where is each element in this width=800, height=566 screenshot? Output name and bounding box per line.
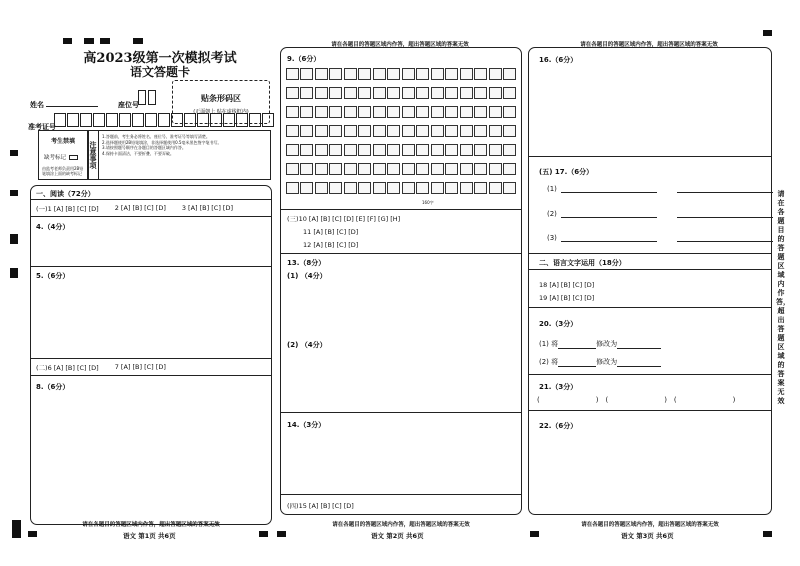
grid-cell[interactable]: [344, 182, 357, 194]
grid-cell[interactable]: [474, 68, 487, 80]
grid-cell[interactable]: [431, 144, 444, 156]
q4-answer-area[interactable]: [31, 219, 271, 264]
grid-cell[interactable]: [373, 68, 386, 80]
grid-cell[interactable]: [344, 87, 357, 99]
q17-item-label: (3): [547, 234, 557, 242]
page3-bottom-notice: 请在各题目的答题区域内作答，超出答题区域的答案无效: [581, 522, 719, 528]
grid-cell[interactable]: [387, 68, 400, 80]
grid-cell[interactable]: [315, 87, 328, 99]
q20-item-2[interactable]: [539, 357, 661, 367]
grid-cell[interactable]: [373, 125, 386, 137]
grid-cell[interactable]: [416, 68, 429, 80]
q17-item-1[interactable]: [547, 185, 773, 193]
notice-label: 注意事项: [89, 131, 99, 179]
q9-label: 9.（6分）: [287, 55, 321, 63]
part1-mc-row: [36, 204, 233, 213]
timing-mark: [84, 38, 94, 44]
grid-cell[interactable]: [387, 144, 400, 156]
grid-cell[interactable]: [416, 144, 429, 156]
grid-cell[interactable]: [402, 144, 415, 156]
timing-mark: [277, 531, 286, 537]
exam-no-label: 准考证号: [28, 123, 56, 131]
absent-label: 缺考标记: [44, 155, 67, 161]
grid-cell[interactable]: [489, 182, 502, 194]
grid-cell[interactable]: [503, 182, 516, 194]
grid-cell[interactable]: [329, 106, 342, 118]
grid-cell[interactable]: [445, 163, 458, 175]
grid-cell[interactable]: [402, 87, 415, 99]
grid-cell[interactable]: [286, 106, 299, 118]
grid-cell[interactable]: [300, 163, 313, 175]
q5-answer-area[interactable]: [31, 268, 271, 356]
candidate-title: 考生禁填: [50, 138, 75, 145]
grid-cell[interactable]: [503, 163, 516, 175]
grid-cell[interactable]: [358, 106, 371, 118]
grid-cell[interactable]: [300, 182, 313, 194]
timing-mark: [12, 520, 21, 538]
grid-cell[interactable]: [286, 87, 299, 99]
q13-1-label: (1) （4分）: [287, 272, 327, 280]
q17-item-2[interactable]: [547, 210, 773, 218]
timing-mark: [28, 531, 37, 537]
grid-cell[interactable]: [373, 106, 386, 118]
page3-answer-panel: [528, 47, 772, 515]
timing-mark: [530, 531, 539, 537]
q20-item-mid: 修改为: [596, 340, 618, 348]
q21-brackets[interactable]: ( ) ( ) ( ): [537, 396, 736, 404]
page2-top-notice: 请在各题目的答题区域内作答，超出答题区域的答案无效: [331, 42, 469, 48]
grid-cell[interactable]: [358, 68, 371, 80]
grid-cell[interactable]: [286, 68, 299, 80]
grid-cell[interactable]: [387, 182, 400, 194]
notice-box: [88, 130, 271, 180]
barcode-note: (正面朝上 贴在虚线框内): [193, 109, 249, 115]
q13-1-answer-area[interactable]: [281, 280, 521, 335]
mc-q11[interactable]: 11 [A] [B] [C] [D]: [303, 228, 359, 236]
grid-cell[interactable]: [445, 68, 458, 80]
q20-item-1[interactable]: [539, 339, 661, 349]
q9-writing-grid[interactable]: [286, 68, 516, 194]
grid-cell[interactable]: [329, 68, 342, 80]
grid-cell[interactable]: [445, 144, 458, 156]
absent-checkbox[interactable]: [69, 155, 78, 160]
q20-item-mid: 修改为: [596, 358, 618, 366]
grid-cell[interactable]: [416, 87, 429, 99]
page1-bottom-notice: 请在各题目的答题区域内作答，超出答题区域的答案无效: [82, 522, 220, 528]
grid-cell[interactable]: [416, 182, 429, 194]
q8-label: 8.（6分）: [36, 383, 70, 391]
q20-label: 20.（3分）: [539, 320, 578, 328]
grid-cell[interactable]: [300, 68, 313, 80]
grid-cell[interactable]: [460, 125, 473, 137]
section2-title: 二、语言文字运用（18分）: [539, 259, 626, 267]
grid-cell[interactable]: [489, 163, 502, 175]
q16-label: 16.（6分）: [539, 56, 578, 64]
timing-mark: [63, 38, 72, 44]
seat-box-1[interactable]: [138, 90, 146, 105]
q20-item-label: (2) 将: [539, 358, 559, 366]
grid-cell[interactable]: [344, 68, 357, 80]
q20-item-label: (1) 将: [539, 340, 559, 348]
grid-cell[interactable]: [431, 182, 444, 194]
q22-answer-area[interactable]: [529, 432, 771, 512]
grid-cell[interactable]: [358, 87, 371, 99]
grid-cell[interactable]: [358, 125, 371, 137]
grid-cell[interactable]: [445, 106, 458, 118]
grid-cell[interactable]: [300, 87, 313, 99]
mc-q19[interactable]: 19 [A] [B] [C] [D]: [539, 294, 595, 302]
mc-q3[interactable]: 3 [A] [B] [C] [D]: [181, 204, 233, 212]
timing-mark: [10, 234, 18, 244]
q22-label: 22.（6分）: [539, 422, 578, 430]
grid-cell[interactable]: [387, 106, 400, 118]
part2-mc-row: [36, 363, 166, 372]
grid-cell[interactable]: [489, 125, 502, 137]
grid-cell[interactable]: [387, 163, 400, 175]
grid-cell[interactable]: [474, 106, 487, 118]
grid-cell[interactable]: [489, 87, 502, 99]
timing-mark: [10, 190, 18, 196]
mc-q1[interactable]: 1 [A] [B] [C] [D]: [47, 205, 99, 213]
grid-cell[interactable]: [358, 144, 371, 156]
grid-cell[interactable]: [489, 68, 502, 80]
q13-2-label: (2) （4分）: [287, 341, 327, 349]
grid-cell[interactable]: [460, 182, 473, 194]
page2-answer-panel: [280, 47, 522, 515]
seat-box-2[interactable]: [148, 90, 156, 105]
q8-answer-area[interactable]: [31, 377, 271, 517]
q13-2-answer-area[interactable]: [281, 350, 521, 410]
grid-cell[interactable]: [445, 87, 458, 99]
grid-cell[interactable]: [431, 125, 444, 137]
q17-item-3[interactable]: [547, 234, 773, 242]
notice-line: 4.保持卡面清洁，不要折叠、不要弄破。: [102, 150, 174, 156]
grid-cell[interactable]: [431, 87, 444, 99]
grid-cell[interactable]: [431, 106, 444, 118]
grid-cell[interactable]: [474, 144, 487, 156]
grid-cell[interactable]: [344, 163, 357, 175]
grid-cell[interactable]: [474, 87, 487, 99]
grid-cell[interactable]: [489, 144, 502, 156]
grid-cell[interactable]: [315, 106, 328, 118]
q16-answer-area[interactable]: [529, 66, 771, 154]
mc-q2[interactable]: 2 [A] [B] [C] [D]: [114, 204, 166, 212]
grid-cell[interactable]: [402, 163, 415, 175]
timing-mark: [259, 531, 268, 537]
page2-bottom-notice: 请在各题目的答题区域内作答，超出答题区域的答案无效: [332, 522, 470, 528]
side-notice: 请在各题目的答题区域内作答，超出答题区域的答案无效: [776, 190, 790, 405]
grid-cell[interactable]: [402, 125, 415, 137]
grid-cell[interactable]: [315, 182, 328, 194]
grid-cell[interactable]: [344, 125, 357, 137]
page3-top-notice: 请在各题目的答题区域内作答，超出答题区域的答案无效: [580, 42, 718, 48]
q13-label: 13.（8分）: [287, 259, 326, 267]
grid-cell[interactable]: [286, 144, 299, 156]
notice-line: 3.请按照题号顺序在各题目的答题区域内作答。: [102, 145, 186, 150]
grid-cell[interactable]: [474, 125, 487, 137]
grid-cell[interactable]: [358, 163, 371, 175]
grid-cell[interactable]: [503, 68, 516, 80]
grid-cell[interactable]: [373, 163, 386, 175]
grid-cell[interactable]: [329, 182, 342, 194]
barcode-area: [172, 80, 270, 124]
grid-cell[interactable]: [503, 106, 516, 118]
exam-title: 高2023级第一次模拟考试: [83, 51, 237, 66]
grid-cell[interactable]: [373, 87, 386, 99]
grid-cell[interactable]: [387, 125, 400, 137]
name-field[interactable]: [46, 98, 98, 107]
q14-label: 14.（3分）: [287, 421, 326, 429]
grid-cell[interactable]: [402, 182, 415, 194]
grid-cell[interactable]: [300, 125, 313, 137]
timing-mark: [10, 150, 18, 156]
candidate-box: [38, 130, 88, 180]
page3-footer: 语文 第3页 共6页: [621, 532, 674, 540]
q4-label: 4.（4分）: [36, 223, 70, 231]
grid-cell[interactable]: [315, 144, 328, 156]
grid-count-mark: 160字: [422, 200, 434, 205]
timing-mark: [763, 531, 772, 537]
grid-cell[interactable]: [315, 68, 328, 80]
grid-cell[interactable]: [373, 182, 386, 194]
grid-cell[interactable]: [416, 163, 429, 175]
grid-cell[interactable]: [329, 144, 342, 156]
timing-mark: [100, 38, 110, 44]
name-label: 姓名: [30, 101, 44, 109]
grid-cell[interactable]: [329, 125, 342, 137]
part1-label: (一): [36, 205, 48, 213]
grid-cell[interactable]: [416, 106, 429, 118]
absent-hint: 由监考老师负责用2B铅笔填涂上面的缺考标记: [42, 166, 84, 176]
notice-line: 2.选择题使用2B铅笔填涂，非选择题使用0.5毫米黑色签字笔书写。: [102, 139, 222, 145]
grid-cell[interactable]: [329, 87, 342, 99]
grid-cell[interactable]: [329, 163, 342, 175]
timing-mark: [10, 268, 18, 278]
q21-label: 21.（3分）: [539, 383, 578, 391]
grid-cell[interactable]: [431, 68, 444, 80]
grid-cell[interactable]: [358, 182, 371, 194]
mc-q7[interactable]: 7 [A] [B] [C] [D]: [114, 363, 166, 371]
grid-cell[interactable]: [286, 163, 299, 175]
page1-answer-panel: [30, 185, 272, 525]
grid-cell[interactable]: [315, 163, 328, 175]
grid-cell[interactable]: [474, 182, 487, 194]
page2-footer: 语文 第2页 共6页: [371, 532, 424, 540]
section1-title: 一、阅读（72分）: [36, 190, 95, 198]
q17-item-label: (1): [547, 185, 557, 193]
grid-cell[interactable]: [431, 163, 444, 175]
grid-cell[interactable]: [300, 106, 313, 118]
grid-cell[interactable]: [315, 125, 328, 137]
timing-mark: [763, 30, 772, 36]
grid-cell[interactable]: [460, 68, 473, 80]
grid-cell[interactable]: [286, 182, 299, 194]
mc-q10[interactable]: (三)10 [A] [B] [C] [D] [E] [F] [G] [H]: [287, 215, 401, 223]
grid-cell[interactable]: [344, 106, 357, 118]
grid-cell[interactable]: [387, 87, 400, 99]
grid-cell[interactable]: [445, 125, 458, 137]
grid-cell[interactable]: [460, 163, 473, 175]
grid-cell[interactable]: [503, 144, 516, 156]
grid-cell[interactable]: [402, 68, 415, 80]
grid-cell[interactable]: [503, 125, 516, 137]
mc-q12[interactable]: 12 [A] [B] [C] [D]: [303, 241, 359, 249]
grid-cell[interactable]: [460, 144, 473, 156]
q17-label: (五) 17.（6分）: [539, 168, 594, 176]
grid-cell[interactable]: [445, 182, 458, 194]
notice-line: 1.答题前，考生务必将姓名、座位号、准考证号等填写清楚。: [102, 134, 210, 139]
mc-q6[interactable]: (二)6 [A] [B] [C] [D]: [36, 364, 99, 372]
timing-mark: [133, 38, 143, 44]
grid-cell[interactable]: [416, 125, 429, 137]
mc-q18[interactable]: 18 [A] [B] [C] [D]: [539, 281, 595, 289]
grid-cell[interactable]: [373, 144, 386, 156]
grid-cell[interactable]: [300, 144, 313, 156]
grid-cell[interactable]: [474, 163, 487, 175]
grid-cell[interactable]: [344, 144, 357, 156]
grid-cell[interactable]: [489, 106, 502, 118]
grid-cell[interactable]: [503, 87, 516, 99]
grid-cell[interactable]: [460, 87, 473, 99]
page1-footer: 语文 第1页 共6页: [123, 532, 176, 540]
q14-answer-area[interactable]: [281, 430, 521, 492]
seat-label: 座位号: [118, 101, 139, 109]
mc-q15[interactable]: (四)15 [A] [B] [C] [D]: [287, 502, 354, 510]
barcode-title: 贴条形码区: [201, 94, 241, 103]
grid-cell[interactable]: [460, 106, 473, 118]
grid-cell[interactable]: [402, 106, 415, 118]
q5-label: 5.（6分）: [36, 272, 70, 280]
q17-item-label: (2): [547, 210, 557, 218]
sheet-title: 语文答题卡: [129, 65, 190, 79]
grid-cell[interactable]: [286, 125, 299, 137]
